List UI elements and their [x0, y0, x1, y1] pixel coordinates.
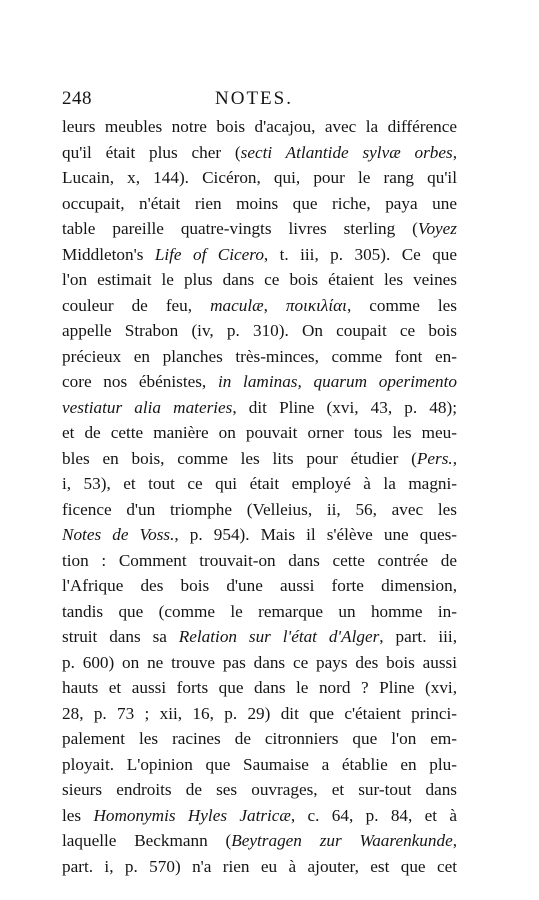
text-run: , [452, 142, 457, 162]
text-run: couleur de feu, [62, 295, 211, 315]
running-head: NOTES. [215, 88, 293, 109]
text-line [62, 497, 457, 523]
italic-text-run: Relation sur l'état d'Alger [178, 627, 380, 646]
body-text [62, 114, 457, 879]
text-run: core nos ébénistes, [62, 372, 218, 391]
text-line [62, 114, 457, 140]
page-header [62, 88, 457, 112]
text-line [62, 293, 457, 319]
text-run: , t. iii, p. 305). Ce que [263, 244, 457, 264]
italic-text-run: in laminas, quarum operimento [217, 372, 457, 391]
text-line [62, 599, 457, 625]
text-run: les [62, 805, 94, 825]
text-run: 28, p. 73 ; xii, 16, p. 29) dit que c'étaient princi- [62, 703, 457, 723]
text-line [62, 650, 457, 676]
text-line [62, 624, 457, 650]
text-line [62, 471, 457, 497]
text-run: part. i, p. 570) n'a rien eu à ajouter, est que cet [62, 856, 457, 876]
text-line [62, 803, 457, 829]
text-line [62, 548, 457, 574]
text-run: ployait. L'opinion que Saumaise a établie en plu- [62, 754, 457, 774]
text-line [62, 752, 457, 778]
italic-text-run: Notes de Voss. [62, 525, 175, 544]
text-line [62, 828, 457, 854]
text-run: struit dans sa [62, 627, 179, 646]
text-line [62, 726, 457, 752]
text-run: Middleton's [62, 244, 155, 264]
text-run: l'Afrique des bois d'une aussi forte dimension, [62, 576, 457, 595]
text-line [62, 420, 457, 446]
text-run: , [452, 831, 457, 850]
text-line [62, 318, 457, 344]
text-run: appelle Strabon (iv, p. 310). On coupait ce bois [62, 321, 457, 340]
text-run: hauts et aussi forts que dans le nord ? Pline (xvi, [62, 678, 457, 697]
text-run: laquelle Beckmann ( [62, 831, 232, 850]
text-line [62, 369, 457, 395]
text-run: , c. 64, p. 84, et à [290, 805, 457, 825]
italic-text-run: Beytragen zur Waarenkunde [231, 831, 453, 850]
text-line [62, 165, 457, 191]
text-run: l'on estimait le plus dans ce bois étaient les veines [62, 270, 457, 289]
text-run: , part. iii, [379, 627, 457, 646]
text-line [62, 573, 457, 599]
text-run: , [452, 448, 457, 468]
text-line [62, 242, 457, 268]
italic-text-run: secti Atlantide sylvæ orbes [240, 142, 453, 162]
italic-text-run: Voyez [417, 219, 457, 238]
text-line [62, 267, 457, 293]
text-run: , p. 954). Mais il s'élève une ques- [174, 525, 457, 544]
text-line [62, 854, 457, 880]
text-run: bles en bois, comme les lits pour étudier ( [62, 448, 417, 468]
text-line [62, 191, 457, 217]
italic-text-run: vestiatur alia materies [62, 397, 233, 417]
text-run: qu'il était plus cher ( [62, 142, 241, 162]
text-run: i, 53), et tout ce qui était employé à la magni- [62, 474, 457, 493]
text-run: , dit Pline (xvi, 43, p. 48); [232, 397, 457, 417]
text-run: ficence d'un triomphe (Velleius, ii, 56, avec les [62, 499, 457, 519]
italic-text-run: Pers. [416, 448, 453, 468]
italic-text-run: Life of Cicero [154, 244, 264, 264]
text-line [62, 140, 457, 166]
text-run: table pareille quatre-vingts livres sterling ( [62, 219, 418, 238]
italic-text-run: ποικιλίαι [285, 295, 347, 315]
text-run: palement les racines de citronniers que l'on em- [62, 729, 457, 748]
text-run: occupait, n'était rien moins que riche, paya une [62, 193, 457, 213]
text-line [62, 216, 457, 242]
text-run: p. 600) on ne trouve pas dans ce pays des bois aussi [62, 652, 457, 672]
text-run: leurs meubles notre bois d'acajou, avec la différence [62, 117, 457, 136]
page-number: 248 [62, 88, 92, 109]
text-run: Lucain, x, 144). Cicéron, qui, pour le rang qu'il [62, 168, 457, 187]
italic-text-run: maculæ [210, 295, 264, 315]
text-line [62, 777, 457, 803]
text-line [62, 446, 457, 472]
text-run: , [263, 295, 286, 315]
text-line [62, 344, 457, 370]
text-run: tion : Comment trouvait-on dans cette contrée de [62, 550, 457, 570]
text-run: tandis que (comme le remarque un homme in- [62, 601, 457, 621]
text-run: précieux en planches très-minces, comme font en- [62, 346, 457, 366]
text-run: , comme les [346, 295, 457, 315]
text-line [62, 675, 457, 701]
text-run: sieurs endroits de ses ouvrages, et sur-tout dans [62, 780, 457, 799]
text-line [62, 701, 457, 727]
text-run: et de cette manière on pouvait orner tous les meu- [62, 423, 457, 442]
italic-text-run: Homonymis Hyles Jatricæ [93, 805, 291, 825]
text-line [62, 395, 457, 421]
text-line [62, 522, 457, 548]
